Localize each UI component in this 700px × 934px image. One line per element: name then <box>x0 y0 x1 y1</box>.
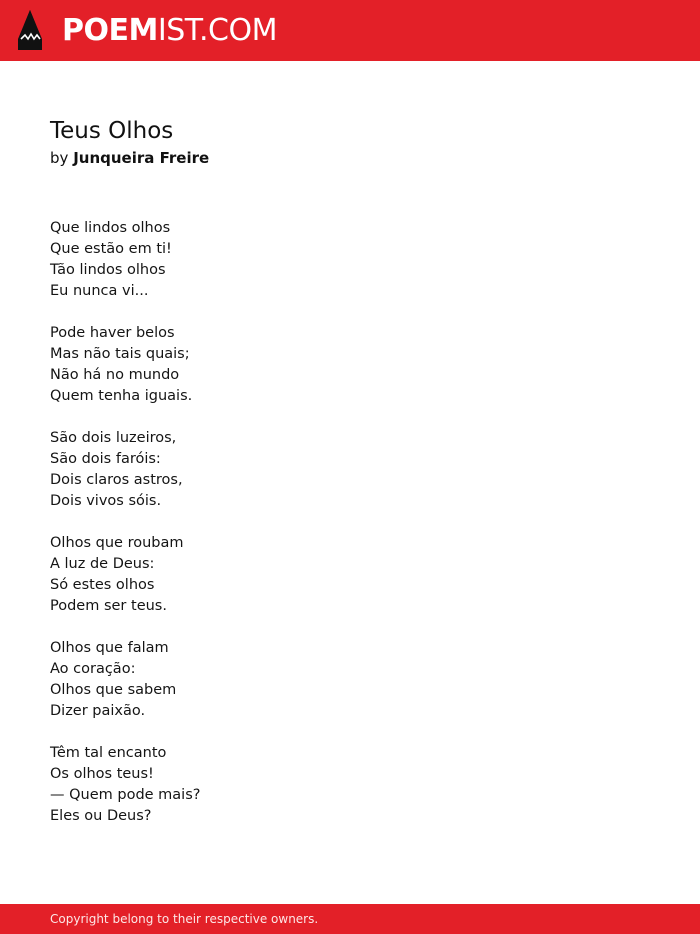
poem-line: Tão lindos olhos <box>50 262 166 278</box>
poem-stanza <box>50 533 650 617</box>
site-logo[interactable] <box>62 11 277 51</box>
poem-line: Ao coração: <box>50 661 136 677</box>
poem-byline <box>50 146 650 170</box>
poem-line: Mas não tais quais; <box>50 346 190 362</box>
poem-line: Têm tal encanto <box>50 745 167 761</box>
poem-stanza <box>50 218 650 302</box>
poem-stanza <box>50 638 650 722</box>
logo-bold-text: POEM <box>62 13 158 48</box>
poem-line: Dois claros astros, <box>50 472 183 488</box>
poem-line: Eles ou Deus? <box>50 808 152 824</box>
poem-line: Só estes olhos <box>50 577 155 593</box>
poem-line: Não há no mundo <box>50 367 180 383</box>
poem-line: São dois luzeiros, <box>50 430 177 446</box>
site-footer <box>0 904 700 934</box>
poem-line: Que estão em ti! <box>50 241 172 257</box>
poem-line: Que lindos olhos <box>50 220 171 236</box>
poem-author: Junqueira Freire <box>73 149 210 167</box>
poem-line: Podem ser teus. <box>50 598 167 614</box>
poem-line: Os olhos teus! <box>50 766 154 782</box>
poem-line: Eu nunca vi... <box>50 283 149 299</box>
pencil-icon[interactable] <box>17 9 43 51</box>
poem-line: A luz de Deus: <box>50 556 155 572</box>
poem-line: Dizer paixão. <box>50 703 146 719</box>
site-header <box>0 0 700 61</box>
poem-line: Olhos que falam <box>50 640 169 656</box>
poem-line: Quem tenha iguais. <box>50 388 193 404</box>
poem-content <box>50 116 650 848</box>
poem-line: São dois faróis: <box>50 451 161 467</box>
poem-line: Pode haver belos <box>50 325 175 341</box>
poem-title: Teus Olhos <box>50 118 174 144</box>
poem-line: Olhos que roubam <box>50 535 184 551</box>
poem-stanza <box>50 323 650 407</box>
poem-stanza <box>50 743 650 827</box>
poem-line: Olhos que sabem <box>50 682 177 698</box>
poem-stanza <box>50 428 650 512</box>
copyright-text: Copyright belong to their respective owners. <box>50 912 319 926</box>
poem-line: — Quem pode mais? <box>50 787 201 803</box>
logo-light-text: IST.COM <box>157 13 277 48</box>
poem-body <box>50 218 650 827</box>
by-label: by <box>50 149 69 167</box>
poem-line: Dois vivos sóis. <box>50 493 162 509</box>
